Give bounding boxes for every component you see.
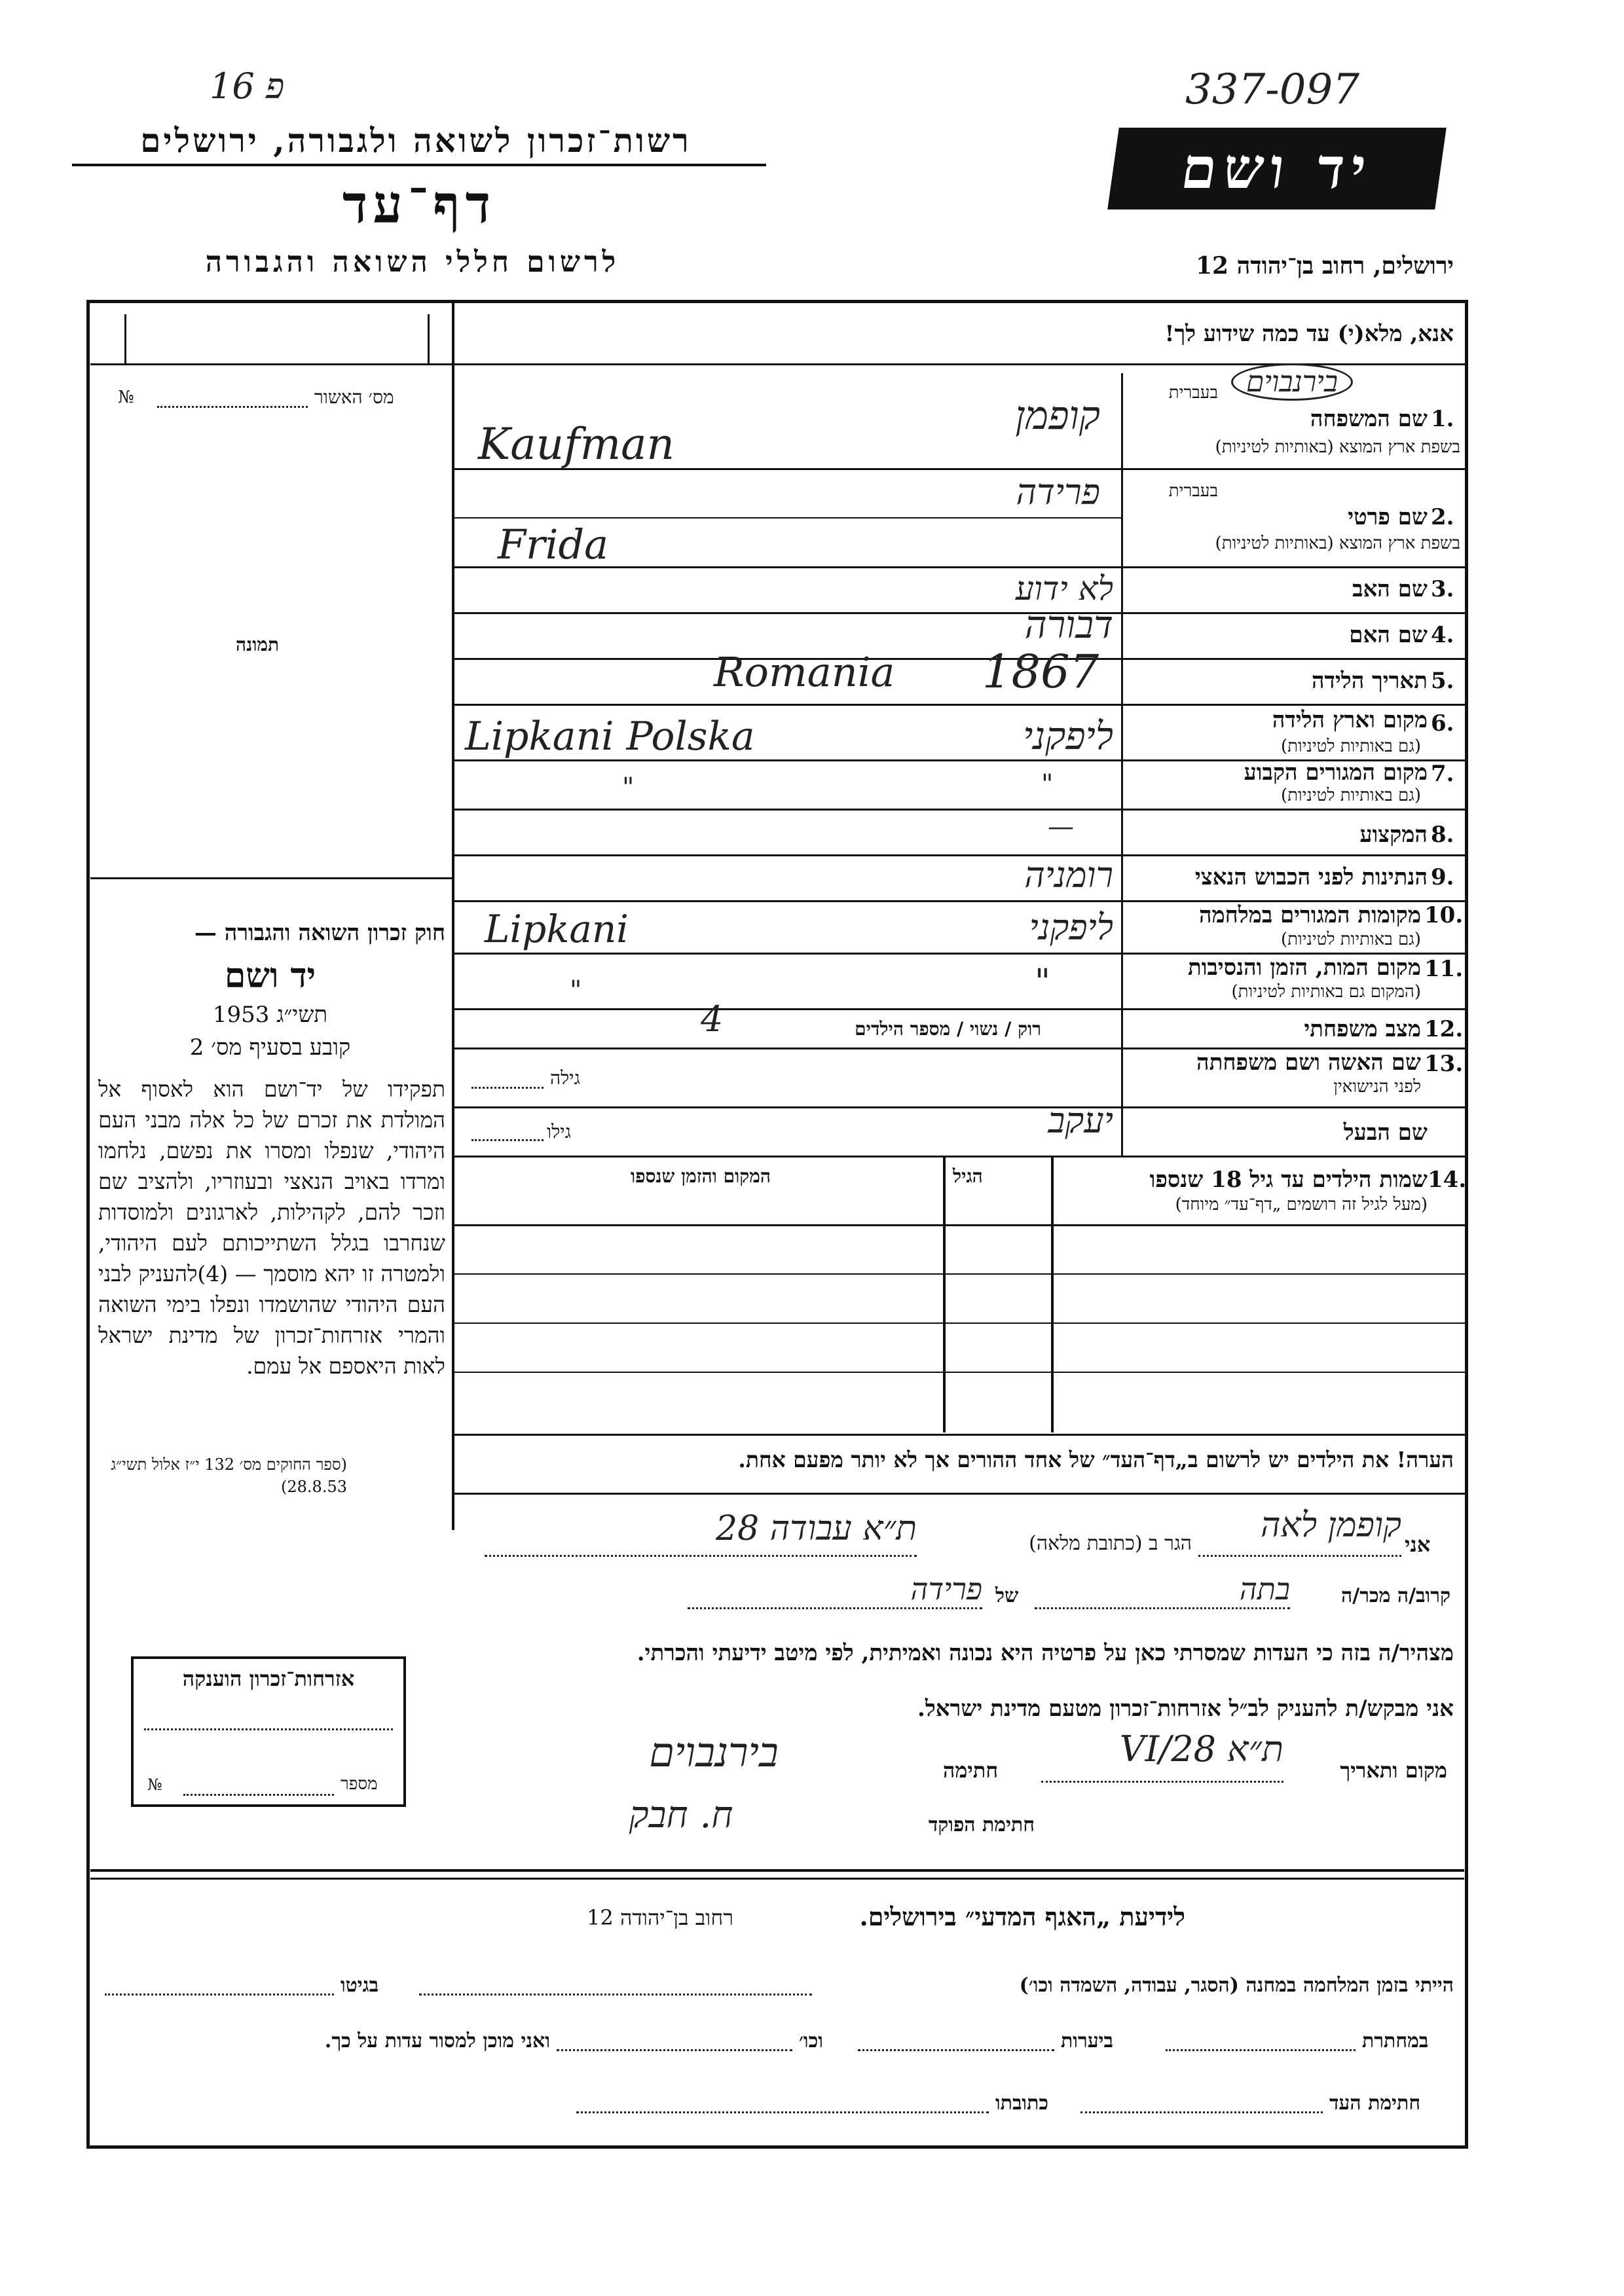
field-6-label: מקום וארץ הלידה <box>1272 707 1428 733</box>
field-11-number: 11. <box>1424 956 1464 982</box>
witness-address-dots <box>485 1555 917 1557</box>
children-row-sep <box>454 1372 1465 1373</box>
field-2-latin-tag: בשפת ארץ המוצא (באותיות לטיניות) <box>1215 534 1460 553</box>
field-9-number: 9. <box>1431 864 1454 890</box>
field-9-label: הנתינות לפני הכבוש הנאצי <box>1194 864 1428 890</box>
footer-line2-dots-b <box>858 2049 1054 2051</box>
citizenship-number-label: מספר <box>341 1774 378 1794</box>
footer-line3-dots-b <box>576 2111 989 2113</box>
approval-dots <box>157 406 308 408</box>
witness-officer-value: ח. חבק <box>629 1794 733 1836</box>
citizenship-title: אזרחות־זכרון הוענקה <box>182 1666 355 1691</box>
col-place-header: המקום והזמן שנספו <box>631 1165 771 1187</box>
field-14-note: (מעל לגיל זה רושמים „דף־עד״ מיוחד) <box>1175 1195 1428 1214</box>
witness-name-dots <box>1198 1555 1401 1557</box>
field-10-number: 10. <box>1424 902 1464 928</box>
row-sep <box>454 809 1465 811</box>
citizenship-dots-2 <box>183 1794 334 1796</box>
label-col-divider <box>1121 373 1123 1156</box>
authority-underline <box>72 164 766 166</box>
field-5-label: תאריך הלידה <box>1311 668 1428 694</box>
logo-text: יד ושם <box>1177 136 1377 202</box>
row-sep <box>454 658 1465 660</box>
intro-text: אנא, מלא(י) עד כמה שידוע לך! <box>1164 321 1454 347</box>
witness-address-value: ת״א עבודה 28 <box>715 1509 917 1548</box>
form-subtitle: לרשום חללי השואה והגבורה <box>205 246 620 279</box>
footer-line3-dots-a <box>1080 2111 1323 2113</box>
law-text: תפקידו של יד־ושם הוא לאסוף אל המולדת את זכרם של כל אלה מבני העם היהודי, שנפלו ומסרו את נפשם, נלחמו ומרדו באויב הנאצי ובעוזריו, ולהציב שם וזכר להם, לקהילות, לארגונים ולמוסדות שנחרבו בגלל השתייכותם לעם היהודי, ולמטרה זו יהא מוסמך — (4)להעניק לבני העם היהודי שהושמדו ונפלו בימי השואה והמרי אזרחות־זכרון של מדינת ישראל לאות היאספם אל עמם. <box>98 1076 445 1379</box>
field-2-latin-value: Frida <box>498 520 609 568</box>
field-11-label: מקום המות, הזמן והנסיבות <box>1187 955 1421 981</box>
witness-of-dots <box>688 1607 982 1609</box>
field-7-note: (גם באותיות לטיניות) <box>1280 786 1421 805</box>
field-husband-value: יעקב <box>1048 1100 1113 1141</box>
field-6-value: ליפקני <box>1023 714 1113 758</box>
remark: הערה! את הילדים יש לרשום ב„דף־העד״ של אחד ההורים אך לא יותר מפעם אחת. <box>738 1447 1454 1472</box>
field-4-label: שם האם <box>1349 622 1428 648</box>
witness-relation-dots <box>1035 1607 1290 1609</box>
footer-double-line-1 <box>90 1869 1464 1872</box>
row-sep <box>454 1008 1465 1010</box>
left-top-ticks <box>124 314 430 363</box>
witness-place-date-label: מקום ותאריך <box>1340 1758 1447 1783</box>
field-12-children: 4 <box>701 998 724 1040</box>
children-row-sep <box>454 1273 1465 1275</box>
field-7-value: " <box>1041 769 1054 799</box>
children-table-bottom <box>454 1434 1465 1436</box>
field-12-label: מצב משפחתי <box>1304 1016 1421 1042</box>
footer-line1-end: בגיטו <box>341 1974 379 1997</box>
footer-line1-dots-2 <box>105 1994 334 1995</box>
row-subline <box>454 517 1121 519</box>
field-husband-age-dots <box>471 1139 544 1141</box>
field-11-value: " <box>1035 962 1050 1002</box>
field-husband-age-label: גילו <box>547 1121 571 1142</box>
field-husband-label: שם הבעל <box>1343 1120 1428 1146</box>
law-reference: (ספר החוקים מס׳ 132 י״ז אלול תשי״ג 28.8.53) <box>111 1455 347 1496</box>
field-2-label: שם פרטי <box>1348 504 1428 530</box>
field-11-latin-value: " <box>570 975 582 1006</box>
form-title: דף־עד <box>342 173 496 235</box>
footer-line1: הייתי בזמן המלחמה במחנה (הסגר, עבודה, השמדה וכו׳) <box>1019 1974 1454 1997</box>
children-col-divider-b <box>943 1157 946 1432</box>
witness-place-date-value: ת״א 28/VI <box>1119 1728 1283 1770</box>
field-13-age-label: גילה <box>550 1067 580 1089</box>
field-10-label: מקומות המגורים במלחמה <box>1198 902 1421 928</box>
field-8-value: — <box>1048 812 1074 842</box>
citizenship-no: № <box>147 1776 162 1794</box>
law-name: יד ושם <box>224 956 316 996</box>
field-5-number: 5. <box>1431 668 1454 694</box>
field-3-label: שם האב <box>1352 576 1428 602</box>
left-col-divider <box>452 302 454 1530</box>
field-6-number: 6. <box>1431 710 1454 737</box>
field-13-age-dots <box>471 1087 544 1089</box>
top-left-mark: פ 16 <box>210 65 285 107</box>
footer-line3-b: כתובתו <box>995 2092 1049 2115</box>
footer-line2-dots-a <box>1166 2049 1356 2051</box>
field-12-value: רוק / נשוי / מספר הילדים <box>855 1018 1041 1040</box>
field-5-extra: Romania <box>714 648 895 696</box>
field-8-label: המקצוע <box>1359 822 1428 848</box>
law-clause: קובע בסעיף מס׳ 2 <box>189 1034 351 1061</box>
field-1-label: שם המשפחה <box>1310 406 1428 432</box>
col-age-header: הגיל <box>953 1165 983 1187</box>
field-14-number: 14. <box>1428 1167 1467 1193</box>
witness-of-value: פרידה <box>910 1571 982 1607</box>
field-2-number: 2. <box>1431 504 1454 530</box>
remark-underline <box>454 1493 1465 1495</box>
field-10-latin-value: Lipkani <box>485 907 629 951</box>
field-2-hebrew-tag: בעברית <box>1168 481 1218 501</box>
witness-name-value: קופמן לאה <box>1261 1506 1401 1545</box>
field-3-value: לא ידוע <box>1015 570 1113 608</box>
witness-signature-label: חתימה <box>943 1758 999 1783</box>
authority-line: רשות־זכרון לשואה ולגבורה, ירושלים <box>140 121 692 160</box>
field-1-margin-note: בירנבוים <box>1231 363 1353 401</box>
footer-address: רחוב בן־יהודה 12 <box>587 1905 733 1930</box>
witness-relation-value: בתה <box>1239 1571 1290 1607</box>
field-6-note: (גם באותיות לטיניות) <box>1280 737 1421 756</box>
witness-signature-value: בירנבוים <box>649 1728 779 1776</box>
footer-line2-a: במחתרת <box>1362 2030 1429 2052</box>
file-number: 337-097 <box>1185 65 1359 114</box>
field-1-latin-value: Kaufman <box>478 419 675 469</box>
field-1-number: 1. <box>1431 406 1454 432</box>
field-1-hebrew-tag: בעברית <box>1168 383 1218 403</box>
children-row-sep <box>454 1322 1465 1324</box>
witness-place-date-dots <box>1041 1781 1283 1783</box>
photo-label: תמונה <box>236 634 280 655</box>
children-header-sep <box>454 1224 1465 1226</box>
footer-line3-a: חתימת העד <box>1329 2092 1421 2115</box>
footer-title: לידיעת „האגף המדעי״ בירושלים. <box>859 1902 1185 1931</box>
field-10-note: (גם באותיות לטיניות) <box>1280 930 1421 949</box>
field-7-latin-value: " <box>622 773 635 803</box>
witness-i-label: אני <box>1405 1532 1431 1557</box>
logo <box>1107 128 1447 210</box>
field-1-latin-tag: בשפת ארץ המוצא (באותיות לטיניות) <box>1215 437 1460 457</box>
law-year: תשי״ג 1953 <box>212 1002 328 1028</box>
field-6-latin-value: Lipkani Polska <box>465 714 755 759</box>
field-7-number: 7. <box>1431 761 1454 787</box>
footer-line2-b: ביערות <box>1061 2030 1114 2052</box>
footer-line1-dots <box>419 1994 812 1995</box>
witness-resides-label: הגר ב (כתובת מלאה) <box>1029 1532 1192 1555</box>
field-10-value: ליפקני <box>1029 907 1113 948</box>
approval-label: מס׳ האשור <box>314 386 394 408</box>
field-12-number: 12. <box>1424 1016 1464 1042</box>
footer-line2-dots-c <box>557 2049 792 2051</box>
row-sep <box>454 704 1465 706</box>
field-13-note: לפני הנישואין <box>1333 1077 1421 1097</box>
field-14-label: שמות הילדים עד גיל 18 שנספו <box>1149 1167 1428 1193</box>
field-4-value: דבורה <box>1024 602 1113 647</box>
left-top-strip <box>90 363 452 365</box>
field-3-number: 3. <box>1431 576 1454 602</box>
witness-relation-label: קרוב/ה מכר/ה <box>1341 1584 1450 1607</box>
approval-no-label: № <box>118 388 134 407</box>
witness-officer-label: חתימת הפוקד <box>928 1813 1035 1836</box>
footer-line2-d: ואני מוכן למסור עדות על כך. <box>324 2030 550 2052</box>
field-5-value: 1867 <box>982 645 1099 699</box>
field-8-number: 8. <box>1431 822 1454 848</box>
citizenship-dots-1 <box>144 1728 393 1730</box>
header-address: ירושלים, רחוב בן־יהודה 12 <box>1195 252 1454 280</box>
witness-of-label: של <box>995 1584 1019 1607</box>
field-1-hebrew-value: קופמן <box>1015 393 1100 439</box>
field-13-label: שם האשה ושם משפחתה <box>1196 1049 1421 1076</box>
children-col-divider-a <box>1051 1157 1054 1432</box>
footer-line2-c: וכו׳ <box>799 2030 823 2052</box>
law-title: חוק זכרון השואה והגבורה — <box>194 920 445 946</box>
row-sep <box>454 1156 1465 1157</box>
field-11-note: (המקום גם באותיות לטיניות) <box>1231 982 1421 1002</box>
field-4-number: 4. <box>1431 622 1454 648</box>
footer-double-line-2 <box>90 1878 1464 1880</box>
witness-declaration: מצהיר/ה בזה כי העדות שמסרתי כאן על פרטיה היא נכונה ואמיתית, לפי מיטב ידיעתי והכרתי. <box>637 1640 1454 1666</box>
field-9-value: רומניה <box>1024 854 1113 896</box>
photo-bottom-border <box>90 877 452 879</box>
field-13-number: 13. <box>1424 1051 1464 1077</box>
field-7-label: מקום המגורים הקבוע <box>1244 759 1428 786</box>
witness-request: אני מבקש/ת להעניק לב״ל אזרחות־זכרון מטעם מדינת ישראל. <box>917 1696 1454 1722</box>
field-2-hebrew-value: פרידה <box>1016 471 1100 513</box>
